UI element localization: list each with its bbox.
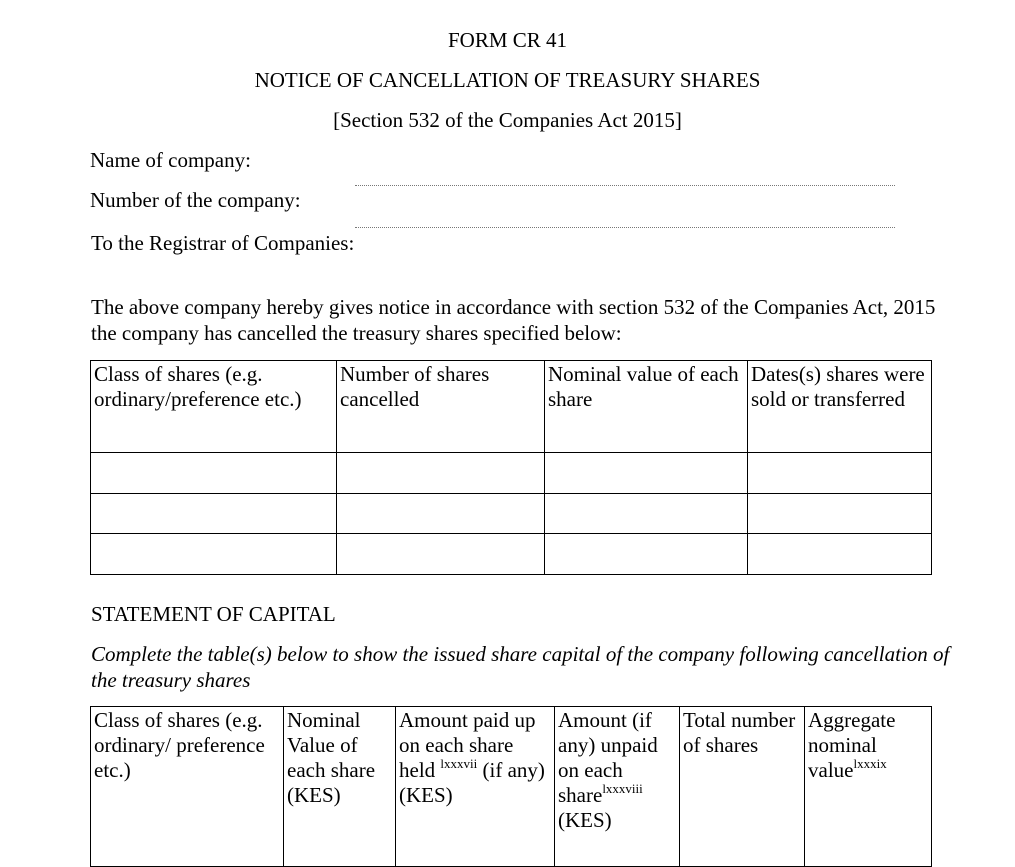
- table-row: [91, 494, 932, 534]
- cell-input[interactable]: [748, 453, 932, 494]
- capital-table-header-row: [91, 707, 932, 867]
- addressee-line: To the Registrar of Companies:: [91, 231, 355, 255]
- header-class-of-shares: Class of shares (e.g. ordinary/ preference etc.): [91, 707, 284, 867]
- cell-input[interactable]: [91, 453, 337, 494]
- company-number-label: Number of the company:: [90, 188, 301, 212]
- cancellation-table: [90, 360, 932, 575]
- header-amount-unpaid: Amount (if any) unpaid on each share$^{lxxxviii}$ (KES): [555, 707, 680, 867]
- cell-input[interactable]: [748, 494, 932, 534]
- footnote-marker: lxxxviii: [602, 781, 643, 796]
- footnote-marker: lxxxix: [853, 756, 887, 771]
- header-nominal-value: Nominal Value of each share (KES): [284, 707, 396, 867]
- cell-input[interactable]: [748, 534, 932, 575]
- section-reference: [Section 532 of the Companies Act 2015]: [333, 108, 682, 132]
- cell-input[interactable]: [545, 534, 748, 575]
- form-title: NOTICE OF CANCELLATION OF TREASURY SHARES: [254, 68, 761, 92]
- cell-input[interactable]: [91, 534, 337, 575]
- cell-input[interactable]: [337, 534, 545, 575]
- table-row: [91, 534, 932, 575]
- header-nominal-value: Nominal value of each share: [545, 361, 748, 453]
- cell-input[interactable]: [545, 494, 748, 534]
- statement-instruction: Complete the table(s) below to show the issued share capital of the company following cancellation of the treasury shares: [91, 642, 950, 692]
- header-amount-paid: Amount paid up on each share held $^{lxxxvii}$ (if any) (KES): [396, 707, 555, 867]
- statement-heading: STATEMENT OF CAPITAL: [91, 602, 336, 626]
- cell-input[interactable]: [545, 453, 748, 494]
- notice-paragraph: The above company hereby gives notice in accordance with section 532 of the Companies Act, 2015 the company has cancelled the treasury shares specified below:: [91, 295, 936, 345]
- header-class-of-shares: Class of shares (e.g. ordinary/preference etc.): [91, 361, 337, 453]
- footnote-marker: lxxxvii: [440, 756, 478, 771]
- form-number: FORM CR 41: [447, 28, 568, 52]
- header-aggregate-value: Aggregate nominal value$^{lxxxix}$: [805, 707, 932, 867]
- table-row: [91, 453, 932, 494]
- cell-input[interactable]: [337, 494, 545, 534]
- company-name-label: Name of company:: [90, 148, 251, 172]
- cell-input[interactable]: [337, 453, 545, 494]
- company-name-field[interactable]: [355, 185, 895, 186]
- capital-table: [90, 706, 932, 867]
- header-dates-transferred: Dates(s) shares were sold or transferred: [748, 361, 932, 453]
- cell-input[interactable]: [91, 494, 337, 534]
- company-number-field[interactable]: [355, 227, 895, 228]
- header-total-shares: Total number of shares: [680, 707, 805, 867]
- cancellation-table-header-row: [91, 361, 932, 453]
- header-number-cancelled: Number of shares cancelled: [337, 361, 545, 453]
